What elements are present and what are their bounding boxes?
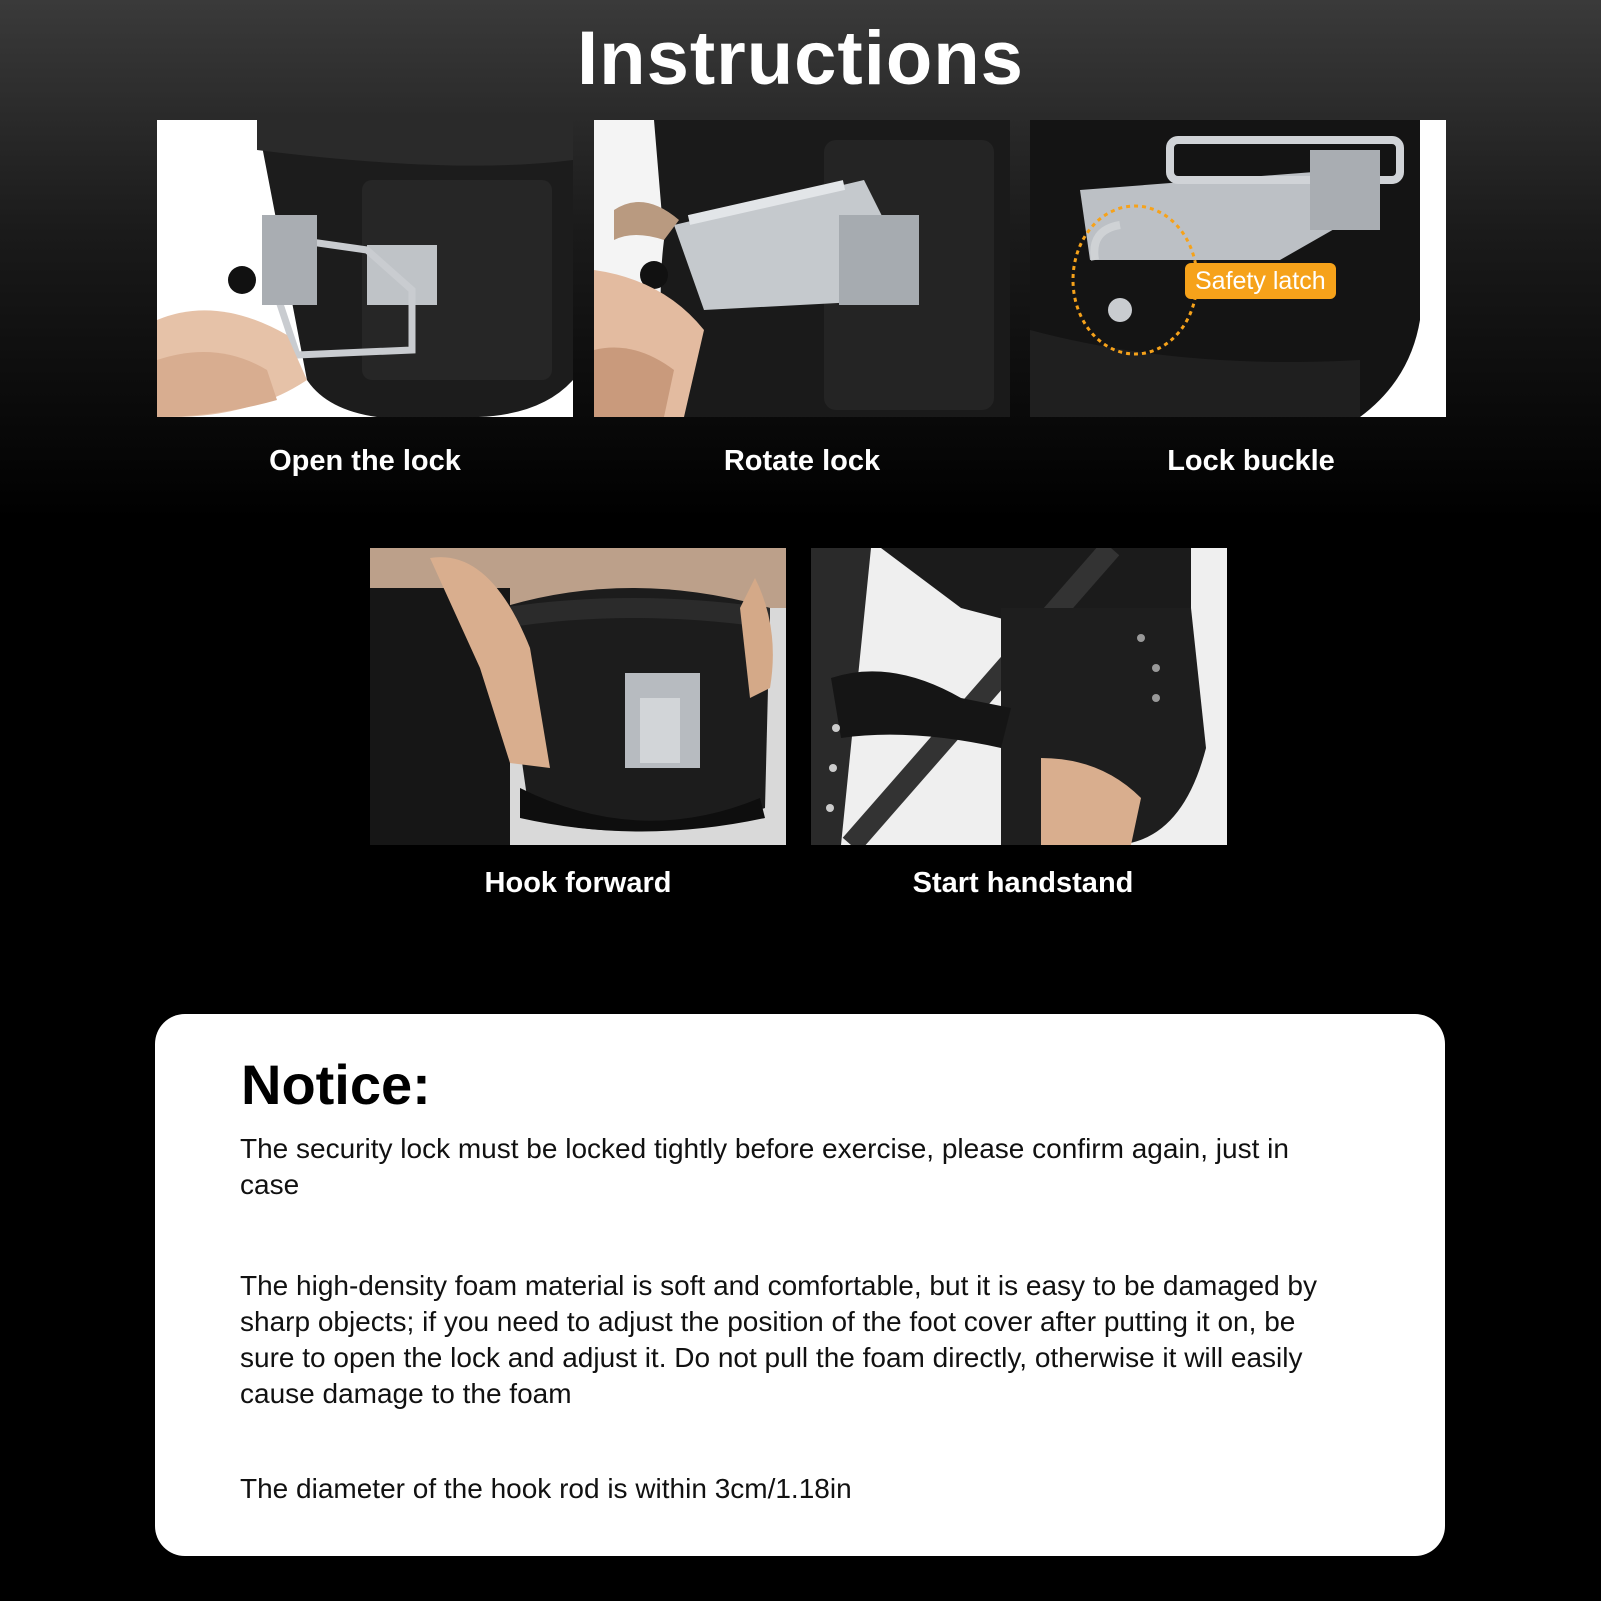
notice-paragraph-lock: The security lock must be locked tightly before exercise, please confirm again, just in case (240, 1133, 1289, 1200)
ankle-boot-rotate-lock-image (594, 120, 1010, 417)
lock-buckle-photo (1030, 120, 1446, 417)
start-handstand-image (811, 548, 1227, 845)
notice-card (155, 1014, 1445, 1556)
caption-hook-forward: Hook forward (484, 867, 672, 899)
notice-paragraph-foam: The high-density foam material is soft and comfortable, but it is easy to be damaged by sharp objects; if you need to adjust the position of the foot cover after putting it on, be sure to open the lock and adjust it. Do not pull the foam directly, otherwise it will easily cause damage to the foam (240, 1270, 1318, 1409)
open-lock-photo (157, 120, 573, 417)
hook-forward-image (370, 548, 786, 845)
caption-rotate-lock: Rotate lock (723, 445, 881, 477)
caption-lock-buckle: Lock buckle (1167, 445, 1335, 477)
page-title: Instructions (577, 16, 1024, 101)
caption-open-the-lock: Open the lock (269, 445, 461, 477)
rotate-lock-photo (594, 120, 1010, 417)
notice-title: Notice: (241, 1053, 431, 1116)
hook-forward-photo (370, 548, 786, 845)
safety-latch-callout: Safety latch (1185, 263, 1336, 299)
caption-start-handstand: Start handstand (912, 867, 1134, 899)
start-handstand-photo (811, 548, 1227, 845)
notice-paragraph-diameter: The diameter of the hook rod is within 3cm/1.18in (240, 1473, 852, 1504)
ankle-boot-open-lock-image (157, 120, 573, 417)
